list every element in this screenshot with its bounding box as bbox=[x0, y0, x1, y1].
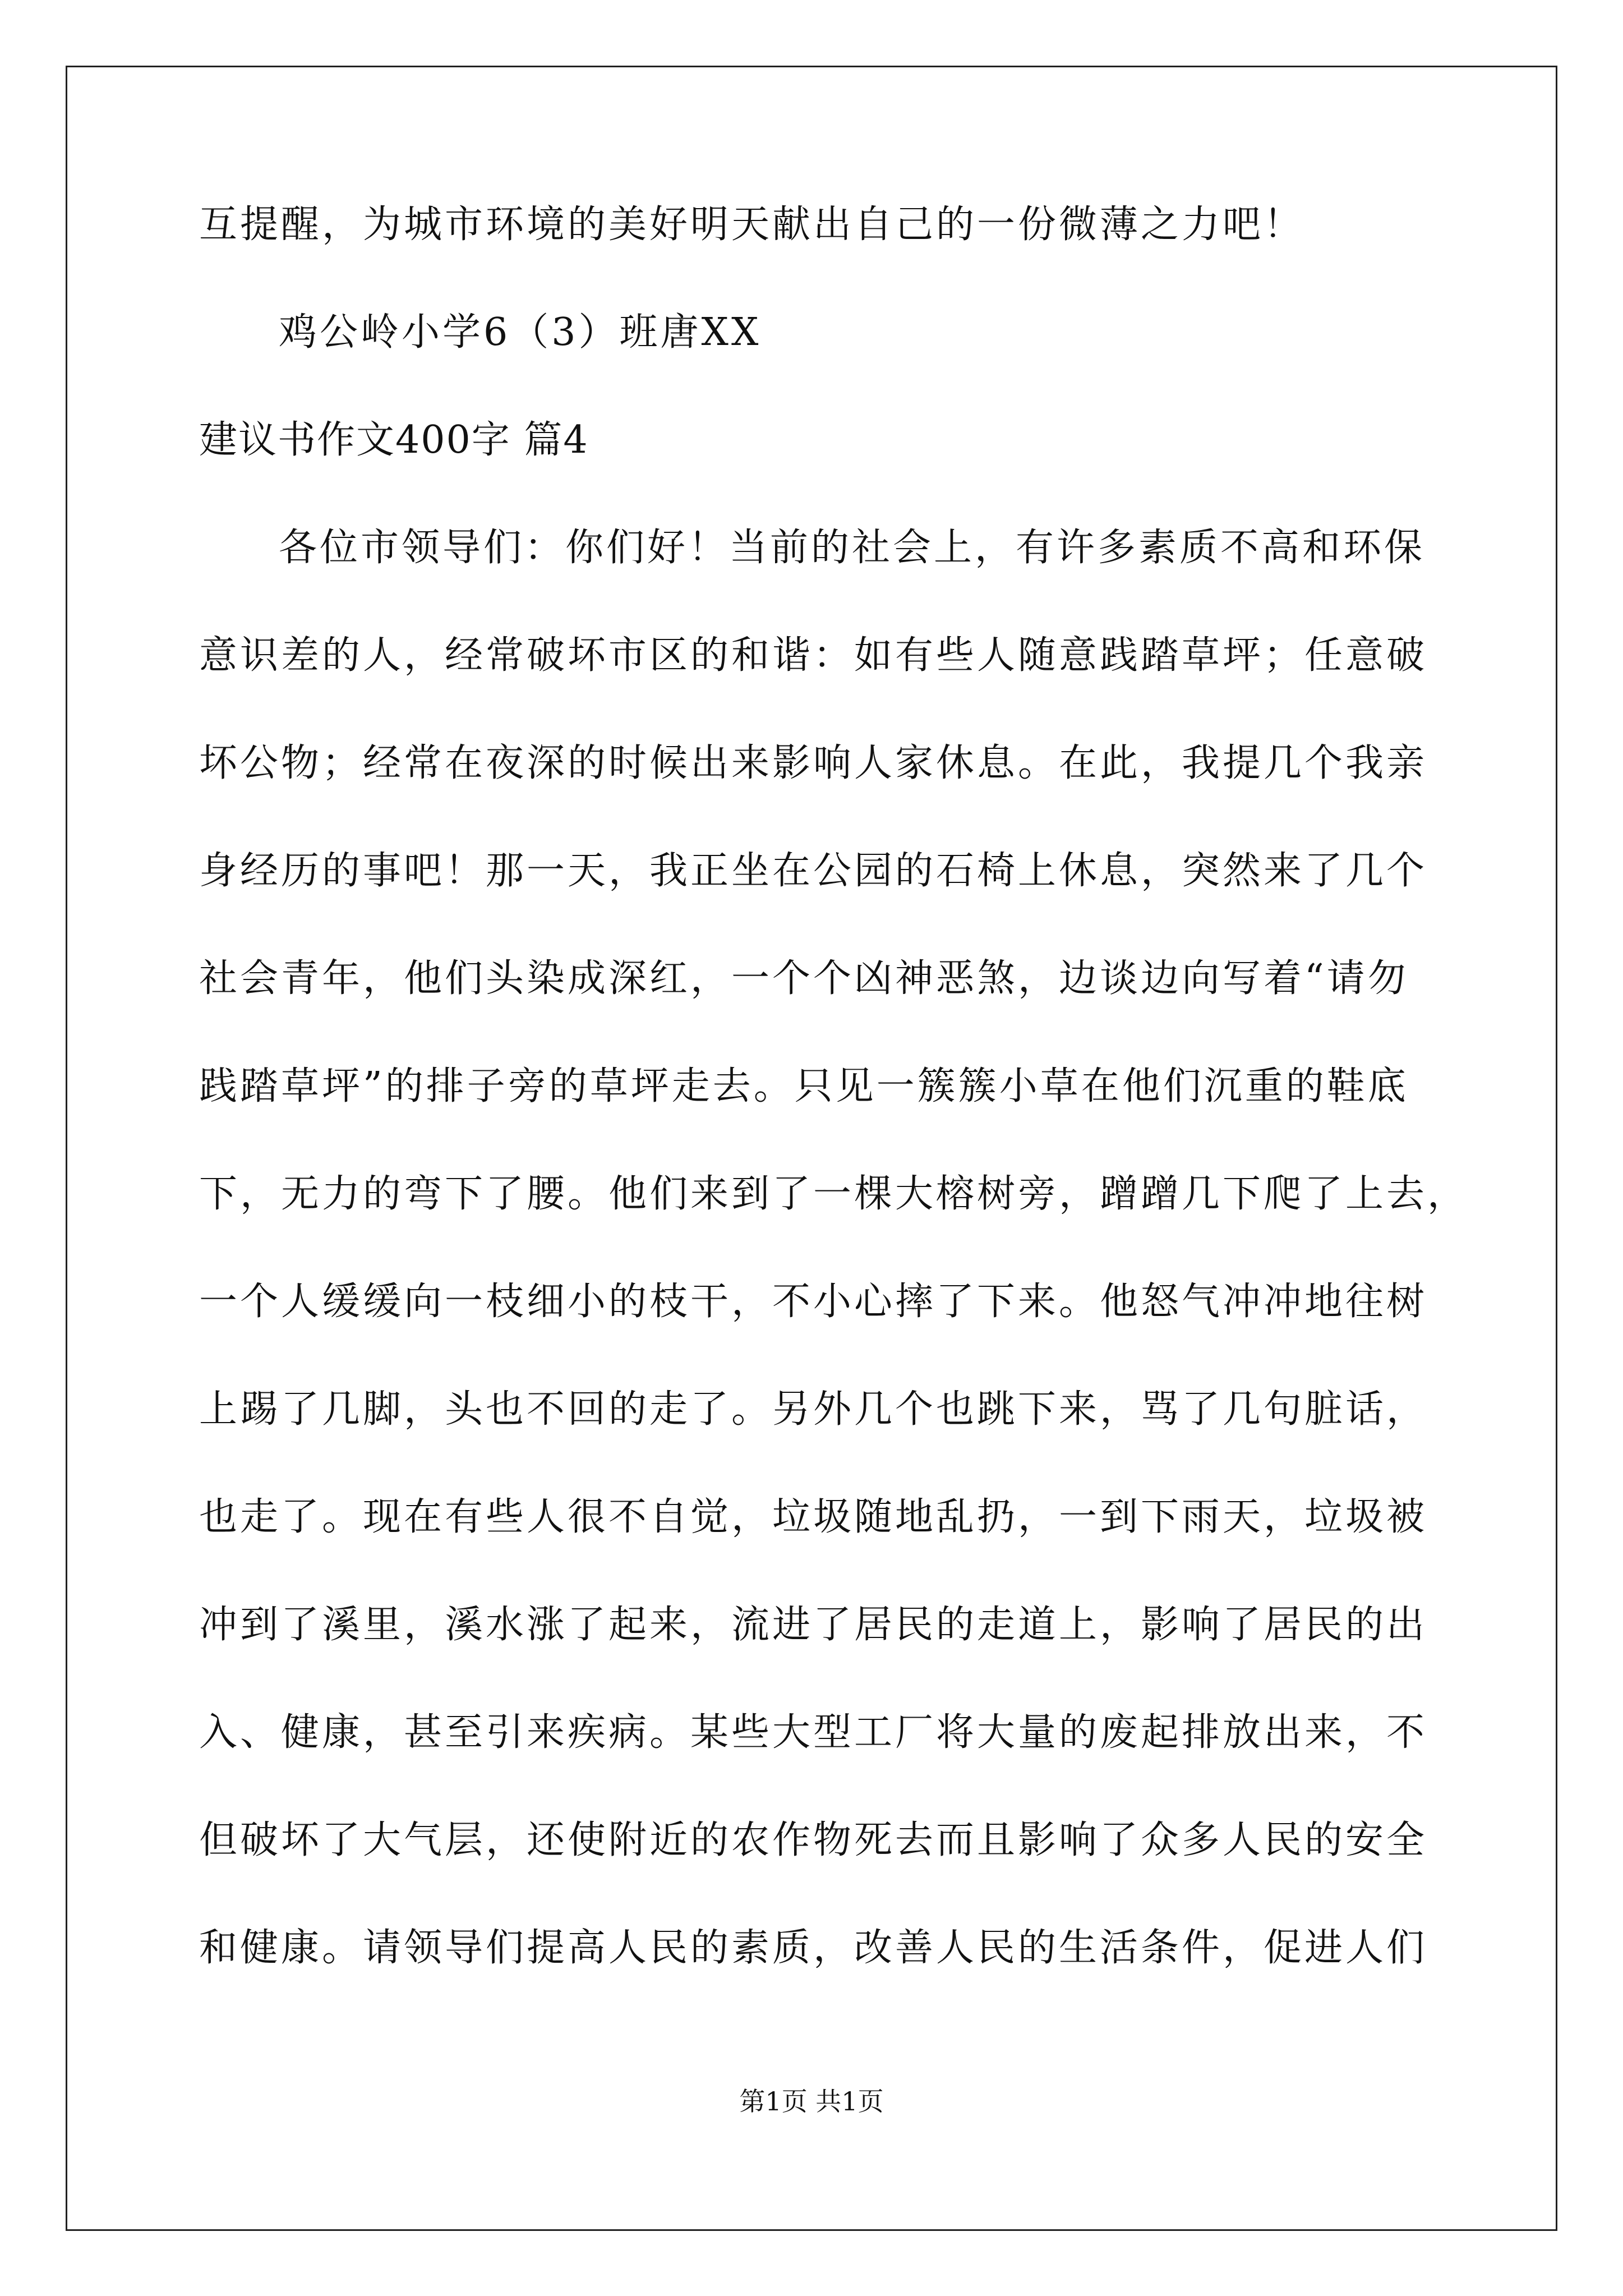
section-heading: 建议书作文400字 篇4 bbox=[199, 418, 589, 462]
body-line: 入、健康，甚至引来疾病。某些大型工厂将大量的废起排放出来，不 bbox=[199, 1710, 1428, 1755]
body-line: 践踏草坪”的排子旁的草坪走去。只见一簇簇小草在他们沉重的鞋底 bbox=[199, 1064, 1409, 1108]
body-line: 各位市领导们：你们好！当前的社会上，有许多素质不高和环保 bbox=[279, 526, 1426, 570]
body-line: 下，无力的弯下了腰。他们来到了一棵大榕树旁，蹭蹭几下爬了上去， bbox=[199, 1172, 1469, 1216]
body-line: 上踢了几脚，头也不回的走了。另外几个也跳下来，骂了几句脏话， bbox=[199, 1387, 1428, 1432]
body-line: 冲到了溪里，溪水涨了起来，流进了居民的走道上，影响了居民的出 bbox=[199, 1603, 1428, 1647]
body-line: 社会青年，他们头染成深红，一个个凶神恶煞，边谈边向写着“请勿 bbox=[199, 956, 1409, 1001]
body-line: 一个人缓缓向一枝细小的枝干，不小心摔了下来。他怒气冲冲地往树 bbox=[199, 1280, 1428, 1324]
body-line: 和健康。请领导们提高人民的素质，改善人民的生活条件，促进人们 bbox=[199, 1926, 1428, 1970]
body-line: 意识差的人，经常破坏市区的和谐：如有些人随意践踏草坪；任意破 bbox=[199, 633, 1428, 678]
body-line: 坏公物；经常在夜深的时候出来影响人家休息。在此，我提几个我亲 bbox=[199, 741, 1428, 785]
body-line: 但破坏了大气层，还使附近的农作物死去而且影响了众多人民的安全 bbox=[199, 1818, 1428, 1862]
signature-line: 鸡公岭小学6（3）班唐XX bbox=[279, 310, 762, 355]
page-footer: 第1页 共1页 bbox=[739, 2086, 884, 2116]
document-body bbox=[199, 199, 1467, 2030]
body-line: 也走了。现在有些人很不自觉，垃圾随地乱扔，一到下雨天，垃圾被 bbox=[199, 1495, 1428, 1539]
body-line: 身经历的事吧！那一天，我正坐在公园的石椅上休息，突然来了几个 bbox=[199, 849, 1428, 893]
continuation-line: 互提醒，为城市环境的美好明天献出自己的一份微薄之力吧！ bbox=[199, 203, 1305, 247]
